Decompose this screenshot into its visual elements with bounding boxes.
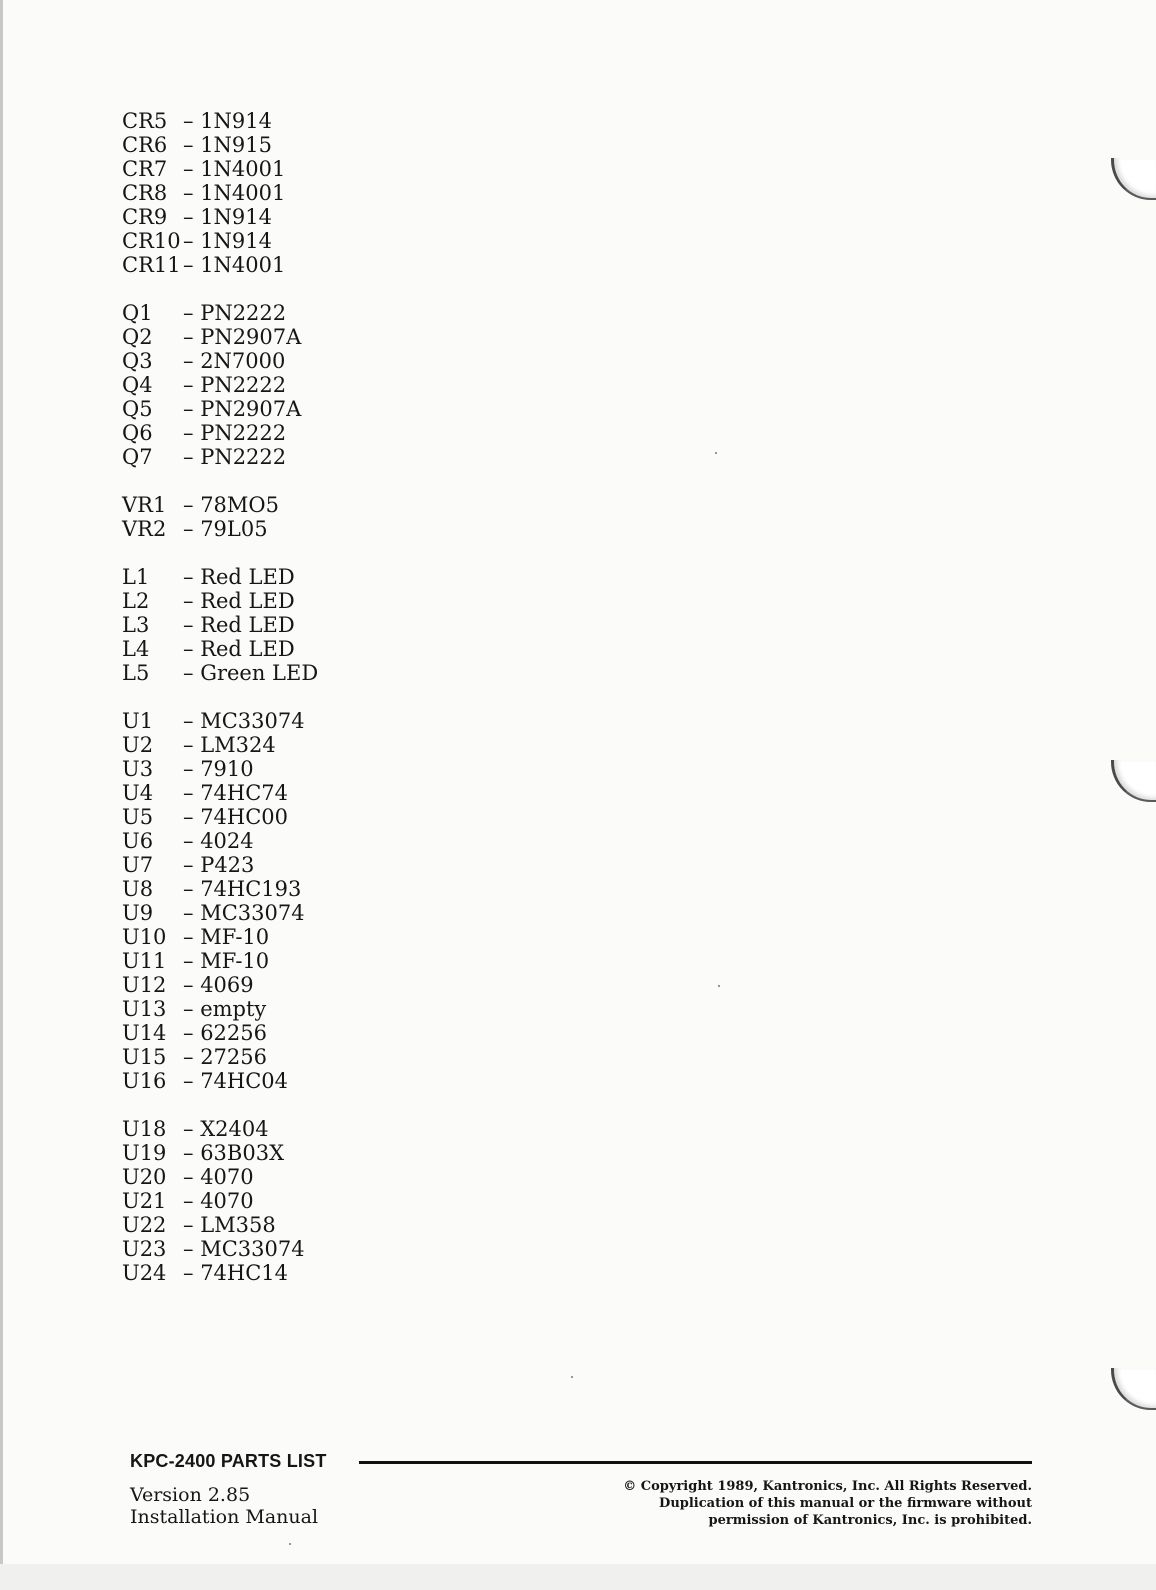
- parts-row: [122, 637, 318, 661]
- part-designator: L2: [122, 589, 150, 613]
- part-designator: U2: [122, 733, 154, 757]
- parts-row: [122, 1069, 318, 1093]
- dash-separator: –: [183, 829, 194, 853]
- part-number: [183, 1165, 254, 1189]
- part-designator: U20: [122, 1165, 167, 1189]
- parts-row: [122, 349, 318, 373]
- part-designator: U15: [122, 1045, 167, 1069]
- part-designator: CR5: [122, 109, 168, 133]
- parts-group: [122, 1117, 318, 1285]
- part-number: [183, 325, 301, 349]
- parts-row: [122, 829, 318, 853]
- part-designator: Q4: [122, 373, 153, 397]
- part-designator: CR10: [122, 229, 181, 253]
- part-number: [183, 109, 272, 133]
- part-number: [183, 1117, 269, 1141]
- part-designator: U22: [122, 1213, 167, 1237]
- dash-separator: –: [183, 205, 194, 229]
- dash-separator: –: [183, 1117, 194, 1141]
- part-value: Red LED: [200, 565, 295, 589]
- part-number: [183, 517, 268, 541]
- part-value: 79L05: [200, 517, 268, 541]
- part-designator: U7: [122, 853, 154, 877]
- part-number: [183, 253, 285, 277]
- dash-separator: –: [183, 493, 194, 517]
- parts-group: [122, 301, 318, 469]
- copyright-line: © Copyright 1989, Kantronics, Inc. All Rights Reserved.: [623, 1479, 1032, 1494]
- parts-row: [122, 1117, 318, 1141]
- dash-separator: –: [183, 565, 194, 589]
- part-number: [183, 589, 295, 613]
- part-number: [183, 661, 318, 685]
- part-designator: L3: [122, 613, 150, 637]
- part-number: [183, 709, 305, 733]
- part-number: [183, 133, 272, 157]
- parts-row: [122, 1165, 318, 1189]
- part-number: [183, 877, 301, 901]
- part-value: PN2907A: [200, 325, 302, 349]
- parts-row: [122, 973, 318, 997]
- part-number: [183, 229, 272, 253]
- part-designator: L5: [122, 661, 150, 685]
- part-value: MC33074: [200, 901, 305, 925]
- dash-separator: –: [183, 1069, 194, 1093]
- dash-separator: –: [183, 997, 194, 1021]
- parts-row: [122, 373, 318, 397]
- part-number: [183, 781, 288, 805]
- dash-separator: –: [183, 805, 194, 829]
- parts-group: [122, 565, 318, 685]
- dash-separator: –: [183, 1165, 194, 1189]
- part-designator: U1: [122, 709, 154, 733]
- part-value: PN2222: [200, 445, 287, 469]
- part-designator: L1: [122, 565, 150, 589]
- parts-row: [122, 517, 318, 541]
- part-number: [183, 301, 286, 325]
- parts-row: [122, 397, 318, 421]
- parts-row: [122, 925, 318, 949]
- part-number: [183, 613, 295, 637]
- part-value: 1N4001: [200, 181, 286, 205]
- dash-separator: –: [183, 1189, 194, 1213]
- parts-row: [122, 757, 318, 781]
- dash-separator: –: [183, 1213, 194, 1237]
- dash-separator: –: [183, 1141, 194, 1165]
- dash-separator: –: [183, 853, 194, 877]
- part-designator: CR8: [122, 181, 168, 205]
- dash-separator: –: [183, 613, 194, 637]
- dash-separator: –: [183, 157, 194, 181]
- footer-version-block: [130, 1484, 318, 1528]
- part-number: [183, 949, 269, 973]
- dash-separator: –: [183, 445, 194, 469]
- paper-speck: [571, 1376, 573, 1378]
- part-designator: Q2: [122, 325, 153, 349]
- part-designator: U12: [122, 973, 167, 997]
- part-designator: U9: [122, 901, 154, 925]
- part-designator: Q3: [122, 349, 153, 373]
- version-label: Version 2.85: [130, 1484, 251, 1506]
- parts-row: [122, 445, 318, 469]
- part-designator: U18: [122, 1117, 167, 1141]
- part-designator: CR9: [122, 205, 168, 229]
- part-designator: U5: [122, 805, 154, 829]
- part-value: MC33074: [200, 1237, 305, 1261]
- part-value: 2N7000: [200, 349, 286, 373]
- parts-row: [122, 949, 318, 973]
- part-value: 1N4001: [200, 157, 286, 181]
- parts-row: [122, 709, 318, 733]
- part-number: [183, 1189, 254, 1213]
- dash-separator: –: [183, 181, 194, 205]
- part-number: [183, 397, 301, 421]
- part-value: PN2222: [200, 421, 287, 445]
- part-number: [183, 1021, 267, 1045]
- part-value: 62256: [200, 1021, 267, 1045]
- part-designator: U14: [122, 1021, 167, 1045]
- part-number: [183, 373, 286, 397]
- part-number: [183, 925, 269, 949]
- binder-punch-hole-top: [1111, 158, 1156, 200]
- dash-separator: –: [183, 421, 194, 445]
- part-designator: U10: [122, 925, 167, 949]
- part-designator: U8: [122, 877, 154, 901]
- part-number: [183, 853, 254, 877]
- dash-separator: –: [183, 661, 194, 685]
- part-value: 4069: [200, 973, 254, 997]
- dash-separator: –: [183, 589, 194, 613]
- part-number: [183, 1045, 267, 1069]
- parts-row: [122, 421, 318, 445]
- dash-separator: –: [183, 949, 194, 973]
- parts-row: [122, 1021, 318, 1045]
- part-value: 4024: [200, 829, 254, 853]
- parts-row: [122, 1189, 318, 1213]
- parts-row: [122, 853, 318, 877]
- part-number: [183, 637, 295, 661]
- parts-row: [122, 997, 318, 1021]
- dash-separator: –: [183, 253, 194, 277]
- part-value: 74HC14: [200, 1261, 289, 1285]
- part-designator: U24: [122, 1261, 167, 1285]
- part-value: MC33074: [200, 709, 305, 733]
- part-number: [183, 445, 286, 469]
- part-number: [183, 1213, 276, 1237]
- part-value: PN2222: [200, 301, 287, 325]
- part-designator: Q7: [122, 445, 153, 469]
- dash-separator: –: [183, 1261, 194, 1285]
- part-value: Green LED: [200, 661, 319, 685]
- part-value: 1N914: [200, 229, 273, 253]
- part-designator: U3: [122, 757, 154, 781]
- part-number: [183, 565, 295, 589]
- part-value: 74HC74: [200, 781, 289, 805]
- dash-separator: –: [183, 1237, 194, 1261]
- part-value: P423: [200, 853, 255, 877]
- copyright-line: Duplication of this manual or the firmware without: [659, 1496, 1032, 1511]
- part-designator: VR1: [122, 493, 167, 517]
- dash-separator: –: [183, 325, 194, 349]
- dash-separator: –: [183, 709, 194, 733]
- part-number: [183, 493, 279, 517]
- part-designator: U11: [122, 949, 167, 973]
- parts-row: [122, 109, 318, 133]
- part-value: MF-10: [200, 925, 270, 949]
- part-value: 1N914: [200, 109, 273, 133]
- parts-row: [122, 781, 318, 805]
- part-number: [183, 181, 285, 205]
- part-number: [183, 805, 288, 829]
- parts-row: [122, 1141, 318, 1165]
- parts-row: [122, 229, 318, 253]
- part-designator: CR6: [122, 133, 168, 157]
- parts-row: [122, 133, 318, 157]
- dash-separator: –: [183, 877, 194, 901]
- parts-row: [122, 181, 318, 205]
- part-designator: U23: [122, 1237, 167, 1261]
- part-number: [183, 205, 272, 229]
- parts-row: [122, 1213, 318, 1237]
- part-designator: CR11: [122, 253, 181, 277]
- part-number: [183, 1069, 288, 1093]
- dash-separator: –: [183, 925, 194, 949]
- parts-row: [122, 253, 318, 277]
- paper-speck: [718, 985, 720, 987]
- part-value: 74HC193: [200, 877, 302, 901]
- parts-row: [122, 733, 318, 757]
- parts-row: [122, 1237, 318, 1261]
- part-designator: Q6: [122, 421, 153, 445]
- part-value: 74HC00: [200, 805, 289, 829]
- parts-group: [122, 109, 318, 277]
- part-value: 7910: [200, 757, 254, 781]
- part-value: 1N4001: [200, 253, 286, 277]
- parts-row: [122, 1045, 318, 1069]
- parts-row: [122, 661, 318, 685]
- part-number: [183, 973, 254, 997]
- parts-row: [122, 1261, 318, 1285]
- parts-row: [122, 325, 318, 349]
- part-number: [183, 157, 285, 181]
- parts-row: [122, 205, 318, 229]
- part-designator: Q1: [122, 301, 153, 325]
- part-number: [183, 421, 286, 445]
- part-designator: U4: [122, 781, 154, 805]
- parts-row: [122, 301, 318, 325]
- parts-row: [122, 901, 318, 925]
- copyright-line: permission of Kantronics, Inc. is prohibited.: [708, 1513, 1032, 1528]
- part-designator: VR2: [122, 517, 167, 541]
- part-value: 4070: [200, 1189, 254, 1213]
- part-designator: U6: [122, 829, 154, 853]
- part-value: 78MO5: [200, 493, 279, 517]
- dash-separator: –: [183, 973, 194, 997]
- parts-row: [122, 589, 318, 613]
- parts-row: [122, 565, 318, 589]
- part-value: X2404: [200, 1117, 269, 1141]
- footer-title: KPC-2400 PARTS LIST: [130, 1451, 327, 1471]
- part-value: Red LED: [200, 589, 295, 613]
- dash-separator: –: [183, 1045, 194, 1069]
- dash-separator: –: [183, 109, 194, 133]
- dash-separator: –: [183, 349, 194, 373]
- part-value: PN2907A: [200, 397, 302, 421]
- part-designator: U16: [122, 1069, 167, 1093]
- parts-row: [122, 493, 318, 517]
- parts-row: [122, 157, 318, 181]
- part-value: Red LED: [200, 637, 295, 661]
- parts-row: [122, 877, 318, 901]
- parts-row: [122, 613, 318, 637]
- dash-separator: –: [183, 1021, 194, 1045]
- page-bottom-band: [0, 1564, 1156, 1590]
- footer-rule: [359, 1461, 1032, 1464]
- part-value: LM358: [200, 1213, 276, 1237]
- part-value: MF-10: [200, 949, 270, 973]
- part-value: 74HC04: [200, 1069, 289, 1093]
- parts-group: [122, 709, 318, 1093]
- dash-separator: –: [183, 229, 194, 253]
- part-value: 1N915: [200, 133, 273, 157]
- part-number: [183, 349, 285, 373]
- dash-separator: –: [183, 301, 194, 325]
- part-number: [183, 733, 276, 757]
- paper-speck: [289, 1543, 291, 1545]
- manual-label: Installation Manual: [130, 1506, 319, 1528]
- paper-speck: [715, 452, 717, 454]
- part-value: 1N914: [200, 205, 273, 229]
- dash-separator: –: [183, 373, 194, 397]
- part-value: 4070: [200, 1165, 254, 1189]
- part-value: 27256: [200, 1045, 267, 1069]
- dash-separator: –: [183, 517, 194, 541]
- part-value: Red LED: [200, 613, 295, 637]
- part-value: LM324: [200, 733, 276, 757]
- dash-separator: –: [183, 757, 194, 781]
- dash-separator: –: [183, 637, 194, 661]
- parts-row: [122, 805, 318, 829]
- copyright-notice: [592, 1478, 1032, 1529]
- parts-list: [122, 109, 318, 1309]
- dash-separator: –: [183, 133, 194, 157]
- binder-punch-hole-bottom: [1111, 1368, 1156, 1410]
- part-number: [183, 1261, 288, 1285]
- part-designator: U19: [122, 1141, 167, 1165]
- part-number: [183, 829, 254, 853]
- part-number: [183, 901, 305, 925]
- dash-separator: –: [183, 733, 194, 757]
- part-number: [183, 757, 254, 781]
- part-designator: Q5: [122, 397, 153, 421]
- binder-punch-hole-middle: [1111, 760, 1156, 802]
- dash-separator: –: [183, 901, 194, 925]
- dash-separator: –: [183, 781, 194, 805]
- page-left-edge: [0, 0, 3, 1590]
- part-designator: CR7: [122, 157, 168, 181]
- parts-group: [122, 493, 318, 541]
- part-number: [183, 1237, 305, 1261]
- part-number: [183, 1141, 284, 1165]
- part-value: 63B03X: [200, 1141, 285, 1165]
- part-designator: L4: [122, 637, 150, 661]
- part-designator: U13: [122, 997, 167, 1021]
- part-value: empty: [200, 997, 267, 1021]
- part-designator: U21: [122, 1189, 167, 1213]
- part-value: PN2222: [200, 373, 287, 397]
- dash-separator: –: [183, 397, 194, 421]
- part-number: [183, 997, 266, 1021]
